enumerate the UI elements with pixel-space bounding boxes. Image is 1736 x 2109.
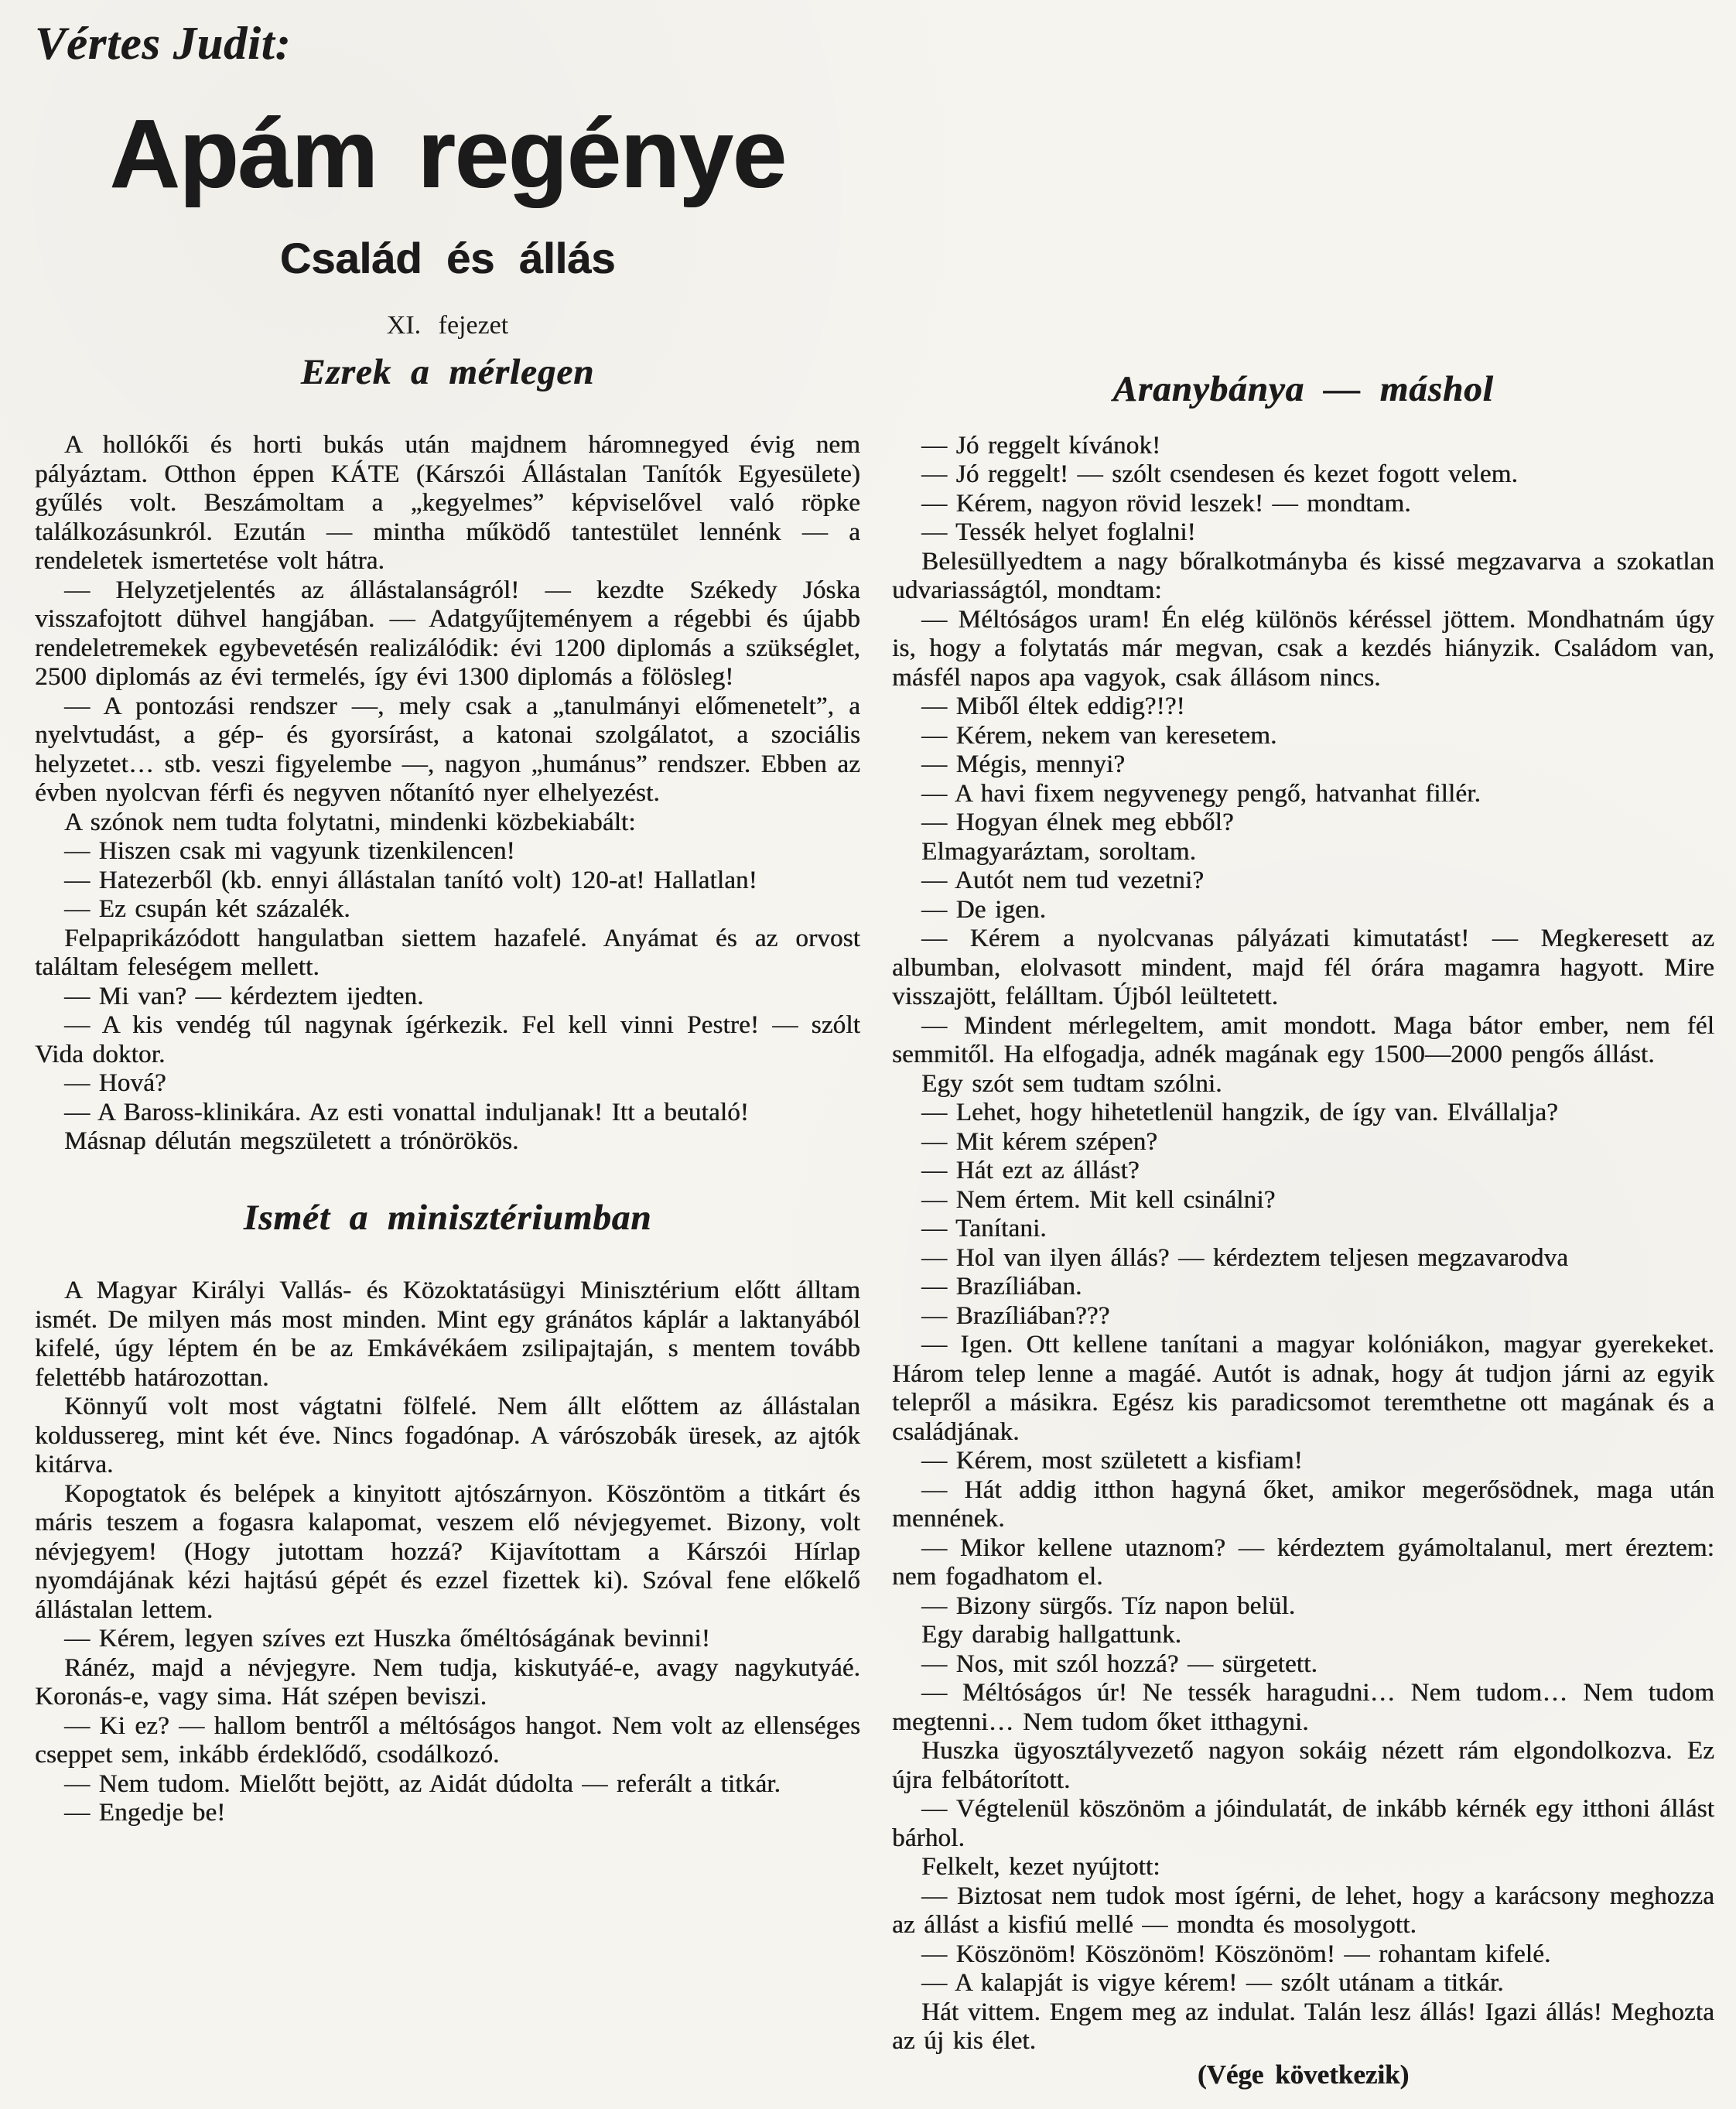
paragraph: — Lehet, hogy hihetetlenül hangzik, de így van. Elvállalja? — [921, 1099, 1558, 1127]
section-ismet-a-miniszteriumban — [35, 1198, 860, 1828]
paragraph: — A Baross-klinikára. Az esti vonattal induljanak! Itt a beutaló! — [64, 1098, 749, 1126]
section-heading: Aranybánya — máshol — [1112, 369, 1494, 409]
paragraph: — Mit kérem szépen? — [921, 1127, 1158, 1156]
paragraph: — Autót nem tud vezetni? — [921, 867, 1205, 895]
paragraph: — Jó reggelt kívánok! — [921, 431, 1161, 460]
paragraph: — A kalapját is vigye kérem! — szólt utánam a titkár. — [921, 1969, 1504, 1998]
paragraph: Ránéz, majd a névjegyre. Nem tudja, kiskutyáé-e, avagy nagykutyáé. Koronás-e, vagy sima. Hát szépen beviszi. — [35, 1653, 860, 1711]
paragraph: A hollókői és horti bukás után majdnem háromnegyed évig nem pályáztam. Otthon éppen KÁTE (Kárszói Állástalan Tanítók Egyesülete) gyűlés volt. Beszámoltam a „kegyelmes” képviselővel való röpke találkozásunkról. Ezután — mintha működő tantestület lennénk — a rendeletek ismertetése volt hátra. — [35, 431, 860, 576]
paragraph: — Hol van ilyen állás? — kérdeztem teljesen megzavarodva — [921, 1243, 1569, 1272]
to-be-continued-note: (Vége következik) — [1197, 2059, 1410, 2090]
paragraph: — Brazíliában. — [921, 1273, 1082, 1301]
left-column — [35, 20, 860, 1828]
paragraph: Belesüllyedtem a nagy bőralkotmányba és kissé megzavarva a szokatlan udvariasságtól, mondtam: — [892, 547, 1714, 605]
article-subtitle: Család és állás — [279, 233, 616, 282]
paragraph: — Hiszen csak mi vagyunk tizenkilencen! — [64, 837, 515, 866]
paragraph: — Kérem, most született a kisfiam! — [921, 1447, 1303, 1475]
section-heading: Ismét a minisztériumban — [243, 1197, 652, 1238]
paragraph: — Engedje be! — [64, 1799, 226, 1827]
paragraph: — Jó reggelt! — szólt csendesen és kezet fogott velem. — [921, 460, 1518, 489]
paragraph: — Köszönöm! Köszönöm! Köszönöm! — rohantam kifelé. — [921, 1940, 1551, 1968]
paragraph: A Magyar Királyi Vallás- és Közoktatásügyi Minisztérium előtt álltam ismét. De milyen más most minden. Mint egy gránátos káplár a laktanyából kifelé, úgy léptem én be az Emkávékáem zsilipajtaján, s mentem tovább felettébb határozottan. — [35, 1277, 860, 1392]
paragraph: — Mi van? — kérdeztem ijedten. — [64, 982, 424, 1010]
paragraph: — Mindent mérlegeltem, amit mondott. Maga bátor ember, nem fél semmitől. Ha elfogadja, adnék magának egy 1500—2000 pengős állást. — [892, 1011, 1714, 1069]
paragraph: — Kérem, nagyon rövid leszek! — mondtam. — [921, 489, 1411, 518]
paragraph: — Hogyan élnek meg ebből? — [921, 808, 1234, 837]
paragraph: Kopogtatok és belépek a kinyitott ajtószárnyon. Köszöntöm a titkárt és máris teszem a fogasra kalapomat, veszem elő névjegyemet. Bizony, volt névjegyem! (Hogy jutottam hozzá? Kijavítottam a Kárszói Hírlap nyomdájának kézi hajtású gépét és ezzel fizettek ki). Szóval fene előkelő állástalan lettem. — [35, 1479, 860, 1624]
paragraph: — Helyzetjelentés az állástalanságról! — kezdte Székedy Jóska visszafojtott dühvel hangjában. — Adatgyűjteményem a régebbi és újabb rendeletremekek egybevetésén realizálódik: évi 1200 diplomás a szükséglet, 2500 diplomás az évi termelés, így évi 1300 diplomás a fölösleg! — [35, 576, 860, 692]
paragraph: — Mégis, mennyi? — [921, 750, 1126, 779]
paragraph: — Végtelenül köszönöm a jóindulatát, de inkább kérnék egy itthoni állást bárhol. — [892, 1795, 1714, 1852]
paragraph: Hát vittem. Engem meg az indulat. Talán lesz állás! Igazi állás! Meghozta az új kis élet. — [892, 1998, 1714, 2056]
paragraph: — De igen. — [921, 895, 1047, 924]
section-ezrek-a-merlegen — [35, 353, 860, 1157]
section-body — [892, 432, 1714, 2056]
paragraph: — Tanítani. — [921, 1215, 1047, 1243]
byline: Vértes Judit: — [35, 18, 292, 69]
paragraph: — Kérem, nekem van keresetem. — [921, 721, 1277, 750]
chapter-label: XI. fejezet — [386, 310, 509, 340]
paragraph: — Méltóságos uram! Én elég különös kéréssel jöttem. Mondhatnám úgy is, hogy a folytatás már megvan, csak a kezdés hiányzik. Családom van, másfél napos apa vagyok, csak állásom nincs. — [892, 605, 1714, 692]
paragraph: — A pontozási rendszer —, mely csak a „tanulmányi előmenetelt”, a nyelvtudást, a gép- és gyorsírást, a katonai szolgálatot, a szociális helyzetet… stb. veszi figyelembe —, nagyon „humánus” rendszer. Ebben az évben nyolcvan férfi és negyven nőtanító nyer elhelyezést. — [35, 692, 860, 808]
paragraph: Másnap délután megszületett a trónörökös. — [64, 1127, 519, 1156]
paragraph: — Hatezerből (kb. ennyi állástalan tanító volt) 120-at! Hallatlan! — [64, 866, 757, 894]
paragraph: — Ki ez? — hallom bentről a méltóságos hangot. Nem volt az ellenséges cseppet sem, inkább érdeklődő, csodálkozó. — [35, 1711, 860, 1769]
paragraph: — A havi fixem negyvenegy pengő, hatvanhat fillér. — [921, 779, 1481, 808]
paragraph: — Hát addig itthon hagyná őket, amikor megerősödnek, maga után mennének. — [892, 1475, 1714, 1533]
article-title: Apám regénye — [109, 99, 786, 208]
paragraph: Felpaprikázódott hangulatban siettem hazafelé. Anyámat és az orvost találtam feleségem mellett. — [35, 924, 860, 982]
paragraph: — Méltóságos úr! Ne tessék haragudni… Nem tudom… Nem tudom megtenni… Nem tudom őket itthagyni. — [892, 1679, 1714, 1736]
paragraph: — Miből éltek eddig?!?! — [921, 692, 1185, 721]
paragraph: — Bizony sürgős. Tíz napon belül. — [921, 1591, 1296, 1620]
paragraph: — Brazíliában??? — [921, 1301, 1110, 1330]
paragraph: — Nem tudom. Mielőtt bejött, az Aidát dúdolta — referált a titkár. — [64, 1769, 781, 1798]
right-column — [892, 20, 1714, 2090]
paragraph: Huszka ügyosztályvezető nagyon sokáig nézett rám elgondolkozva. Ez újra felbátorított. — [892, 1737, 1714, 1794]
section-body — [35, 431, 860, 1157]
paragraph: — Igen. Ott kellene tanítani a magyar kolóniákon, magyar gyerekeket. Három telep lenne a magáé. Autót is adnak, hogy át tudjon járni az egyik telepről a másikra. Egész kis paradicsomot teremthetne ott magának és a családjának. — [892, 1331, 1714, 1446]
two-column-layout — [35, 20, 1714, 2090]
paragraph: — Hát ezt az állást? — [921, 1157, 1140, 1185]
paragraph: A szónok nem tudta folytatni, mindenki közbekiabált: — [64, 808, 636, 836]
paragraph: — Hová? — [64, 1069, 166, 1098]
paragraph: Elmagyaráztam, soroltam. — [921, 837, 1197, 866]
paragraph: — Tessék helyet foglalni! — [921, 518, 1196, 547]
paragraph: — Nos, mit szól hozzá? — sürgetett. — [921, 1649, 1317, 1678]
paragraph: — Kérem, legyen szíves ezt Huszka őméltóságának bevinni! — [64, 1625, 710, 1653]
section-heading: Ezrek a mérlegen — [300, 351, 595, 392]
paragraph: — Nem értem. Mit kell csinálni? — [921, 1185, 1276, 1214]
paragraph: — Mikor kellene utaznom? — kérdeztem gyámoltalanul, mert éreztem: nem fogadhatom el. — [892, 1533, 1714, 1591]
paragraph: Felkelt, kezet nyújtott: — [921, 1853, 1160, 1882]
paragraph: — Kérem a nyolcvanas pályázati kimutatást! — Megkeresett az albumban, elolvasott mindent, majd fél órára magamra hagyott. Mire visszajött, felálltam. Újból leültetett. — [892, 925, 1714, 1011]
article-header — [35, 20, 860, 339]
paragraph: — A kis vendég túl nagynak ígérkezik. Fel kell vinni Pestre! — szólt Vida doktor. — [35, 1011, 860, 1068]
paragraph: — Biztosat nem tudok most ígérni, de lehet, hogy a karácsony meghozza az állást a kisfiú mellé — mondta és mosolygott. — [892, 1882, 1714, 1940]
section-aranybanya-mashol — [892, 370, 1714, 2056]
paragraph: Könnyű volt most vágtatni fölfelé. Nem állt előttem az állástalan koldussereg, mint két éve. Nincs fogadónap. A várószobák üresek, az ajtók kitárva. — [35, 1393, 860, 1479]
paragraph: Egy darabig hallgattunk. — [921, 1621, 1182, 1649]
paragraph: — Ez csupán két százalék. — [64, 895, 350, 924]
section-body — [35, 1277, 860, 1828]
paragraph: Egy szót sem tudtam szólni. — [921, 1069, 1222, 1098]
